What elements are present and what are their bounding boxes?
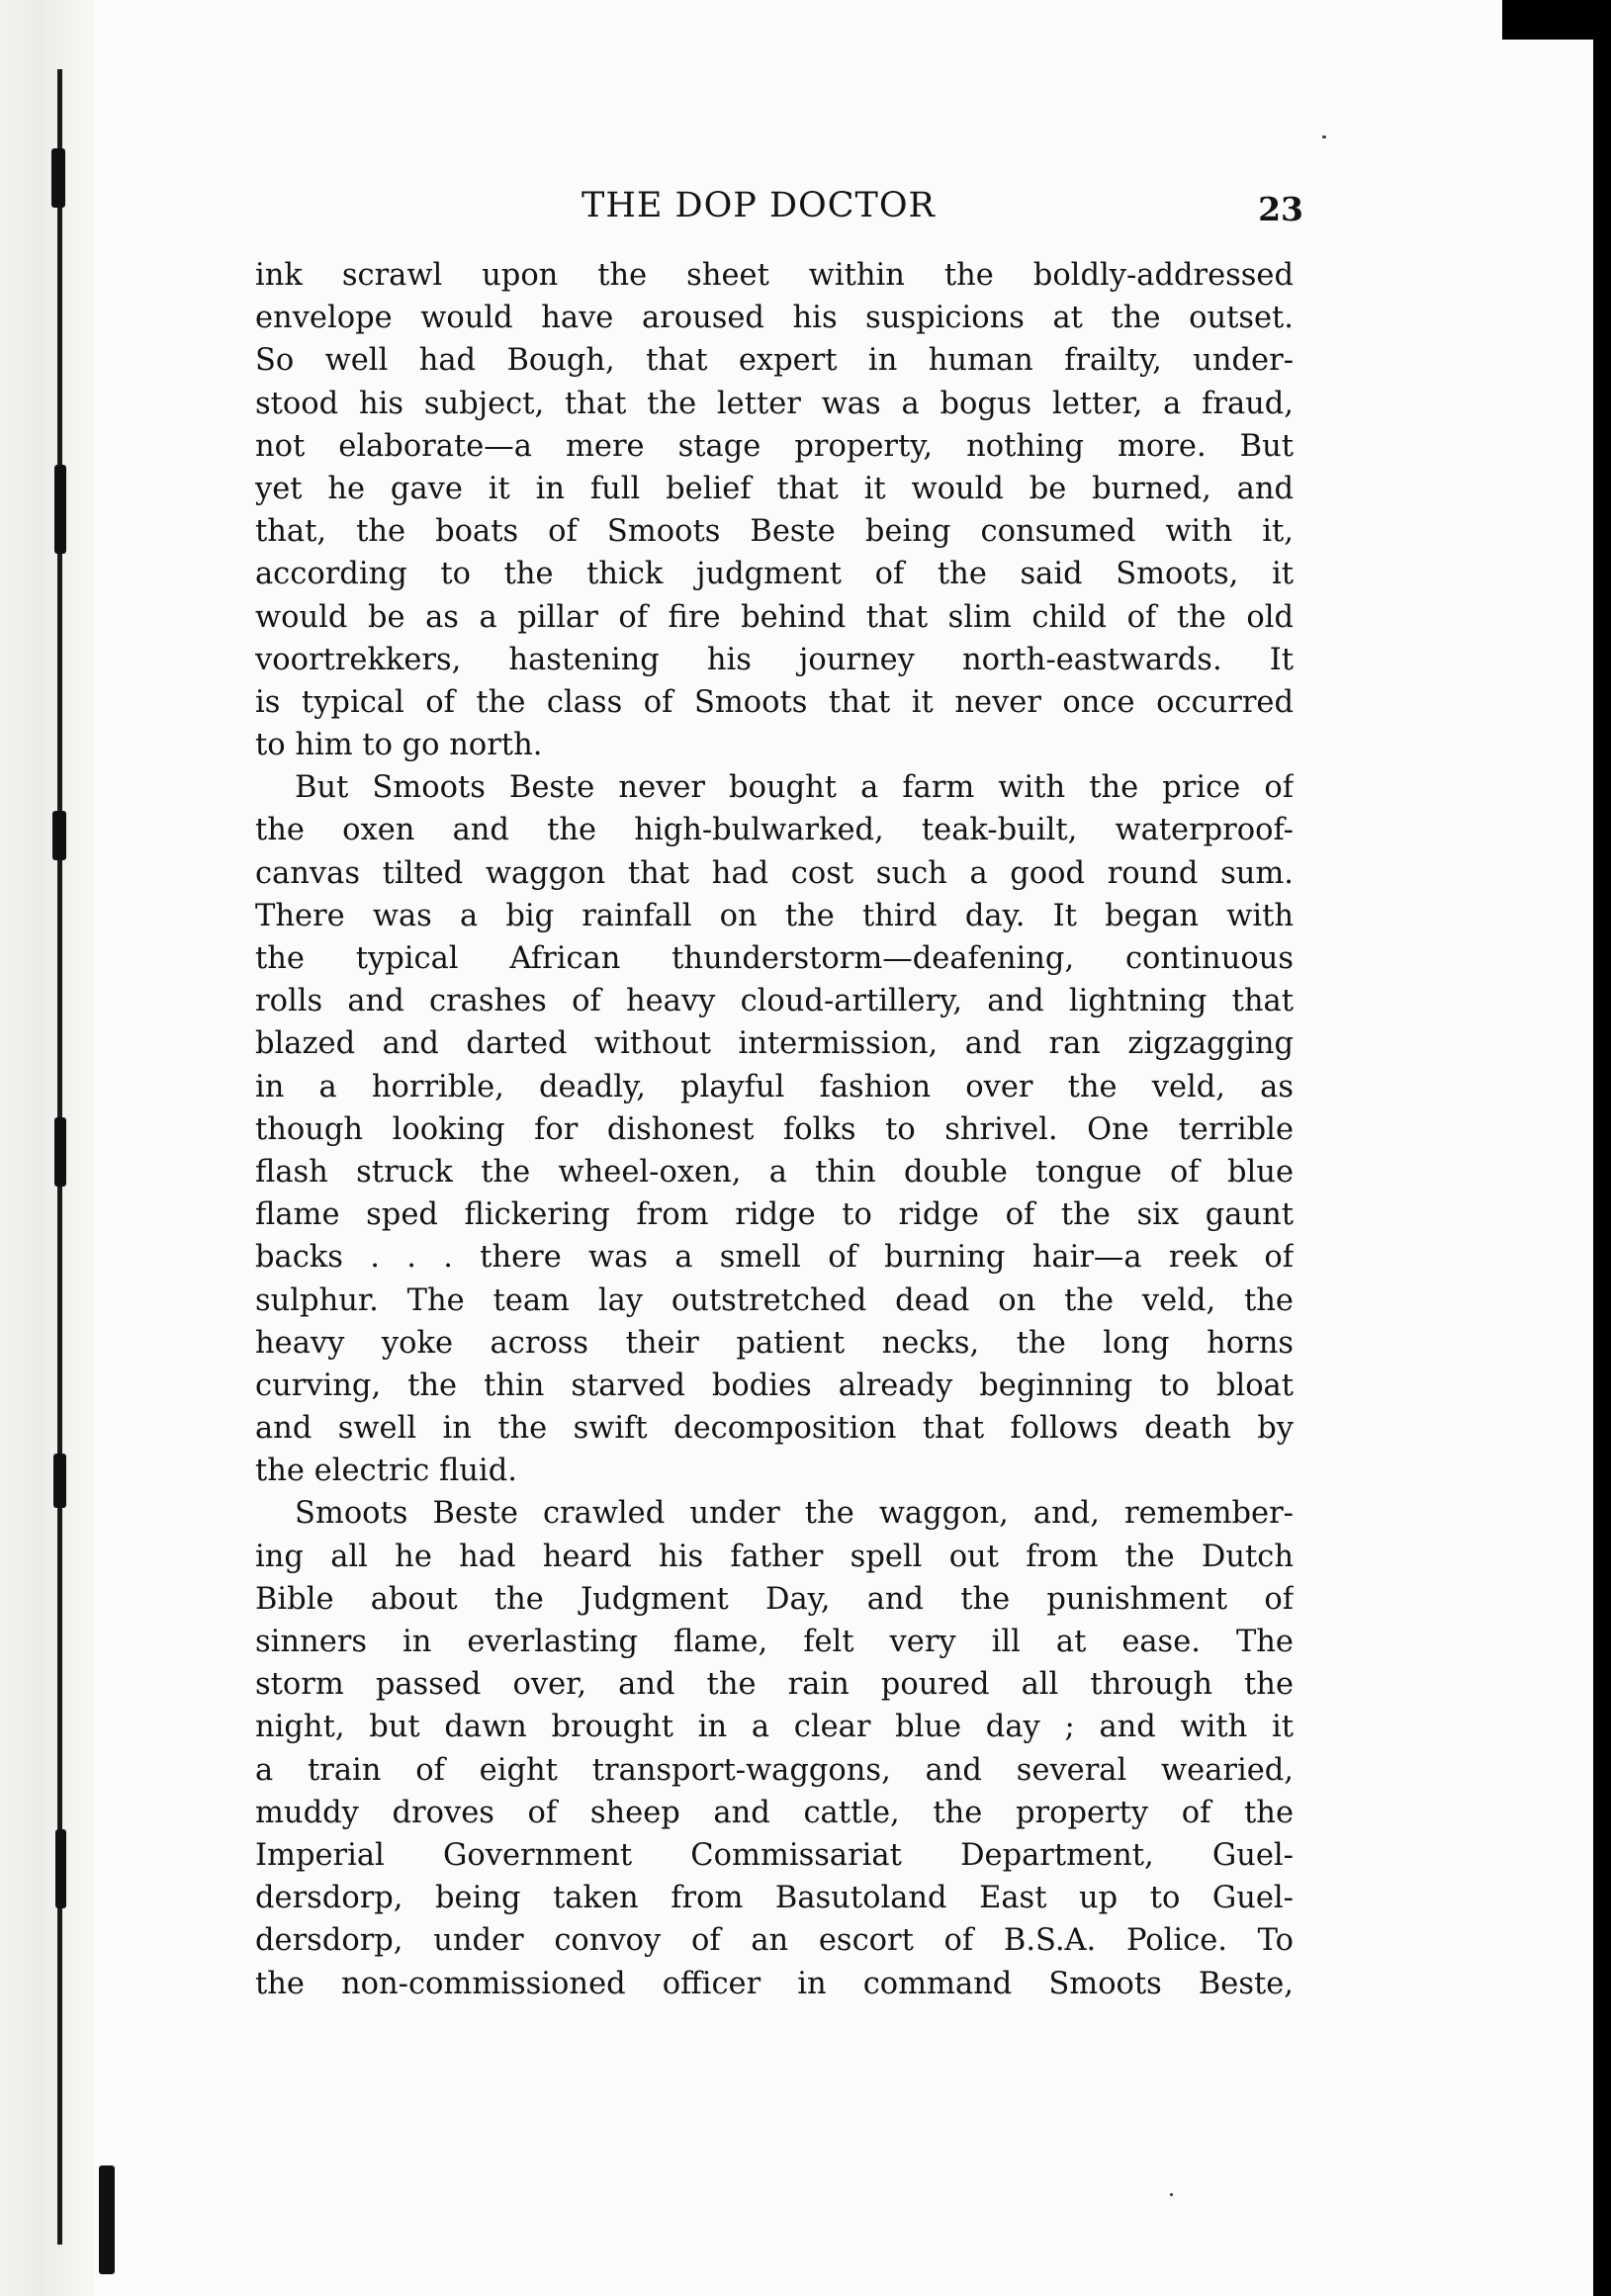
text-line: in a horrible, deadly, playful fashion over the veld, as bbox=[255, 1069, 1294, 1104]
spine-mark bbox=[52, 811, 66, 860]
scan-edge-right bbox=[1593, 0, 1611, 2296]
text-line: flame sped flickering from ridge to ridge of the six gaunt bbox=[255, 1197, 1294, 1233]
text-line: blazed and darted without intermission, and ran zigzagging bbox=[255, 1026, 1294, 1062]
text-line: dersdorp, under convoy of an escort of B.S.A. Police. To bbox=[255, 1923, 1294, 1959]
text-line: There was a big rainfall on the third day. It began with bbox=[255, 898, 1294, 933]
spine-mark bbox=[53, 1454, 66, 1508]
text-line: though looking for dishonest folks to shrivel. One terrible bbox=[255, 1111, 1294, 1147]
spine-mark bbox=[54, 465, 66, 554]
text-line: curving, the thin starved bodies already beginning to bloat bbox=[255, 1368, 1294, 1403]
text-line: stood his subject, that the letter was a bogus letter, a fraud, bbox=[255, 386, 1294, 421]
text-line: the non-commissioned officer in command Smoots Beste, bbox=[255, 1966, 1294, 2001]
text-line: night, but dawn brought in a clear blue day ; and with it bbox=[255, 1710, 1294, 1745]
text-line: dersdorp, being taken from Basutoland East up to Guel- bbox=[255, 1881, 1294, 1916]
text-line: that, the boats of Smoots Beste being consumed with it, bbox=[255, 514, 1294, 550]
text-line: yet he gave it in full belief that it would be burned, and bbox=[255, 471, 1294, 506]
text-line: So well had Bough, that expert in human frailty, under- bbox=[255, 343, 1294, 379]
text-line: ink scrawl upon the sheet within the boldly-addressed bbox=[255, 258, 1294, 293]
body-text bbox=[255, 254, 1294, 2005]
text-line: backs . . . there was a smell of burning hair—a reek of bbox=[255, 1240, 1294, 1276]
text-line: Smoots Beste crawled under the waggon, and, remember- bbox=[295, 1496, 1294, 1532]
dust-speck bbox=[1322, 135, 1326, 138]
spine-mark bbox=[51, 148, 65, 208]
text-line: the oxen and the high-bulwarked, teak-built, waterproof- bbox=[255, 813, 1294, 848]
text-line: flash struck the wheel-oxen, a thin double tongue of blue bbox=[255, 1154, 1294, 1190]
text-line: the electric fluid. bbox=[255, 1454, 517, 1489]
text-line: Bible about the Judgment Day, and the punishment of bbox=[255, 1581, 1294, 1617]
text-line: is typical of the class of Smoots that it never once occurred bbox=[255, 684, 1294, 720]
text-line: ing all he had heard his father spell out from the Dutch bbox=[255, 1539, 1294, 1574]
text-line: Imperial Government Commissariat Department, Guel- bbox=[255, 1837, 1294, 1873]
text-line: the typical African thunderstorm—deafening, continuous bbox=[255, 941, 1294, 976]
text-line: a train of eight transport-waggons, and several wearied, bbox=[255, 1752, 1294, 1788]
text-line: rolls and crashes of heavy cloud-artillery, and lightning that bbox=[255, 984, 1294, 1019]
text-line: according to the thick judgment of the said Smoots, it bbox=[255, 557, 1294, 592]
running-title: THE DOP DOCTOR bbox=[582, 186, 936, 225]
text-line: would be as a pillar of fire behind that slim child of the old bbox=[255, 599, 1294, 635]
text-line: heavy yoke across their patient necks, the long horns bbox=[255, 1325, 1294, 1361]
text-line: to him to go north. bbox=[255, 728, 543, 763]
text-line: envelope would have aroused his suspicions at the outset. bbox=[255, 301, 1294, 336]
text-line: muddy droves of sheep and cattle, the property of the bbox=[255, 1795, 1294, 1830]
text-line: and swell in the swift decomposition that follows death by bbox=[255, 1411, 1294, 1447]
text-line: storm passed over, and the rain poured all through the bbox=[255, 1667, 1294, 1703]
spine-mark bbox=[54, 1117, 66, 1187]
binding-gutter bbox=[0, 0, 94, 2296]
dust-speck bbox=[1170, 2193, 1173, 2196]
text-line: canvas tilted waggon that had cost such a good round sum. bbox=[255, 855, 1294, 891]
page-number: 23 bbox=[1258, 190, 1303, 228]
text-line: But Smoots Beste never bought a farm with the price of bbox=[295, 770, 1294, 806]
page-header bbox=[255, 186, 1303, 235]
text-line: sinners in everlasting flame, felt very ill at ease. The bbox=[255, 1625, 1294, 1659]
spine-mark bbox=[55, 1829, 66, 1908]
text-line: voortrekkers, hastening his journey north-eastwards. It bbox=[255, 642, 1294, 677]
text-line: sulphur. The team lay outstretched dead on the veld, the bbox=[255, 1282, 1294, 1318]
spine-mark bbox=[99, 2165, 115, 2274]
text-line: not elaborate—a mere stage property, nothing more. But bbox=[255, 428, 1294, 464]
